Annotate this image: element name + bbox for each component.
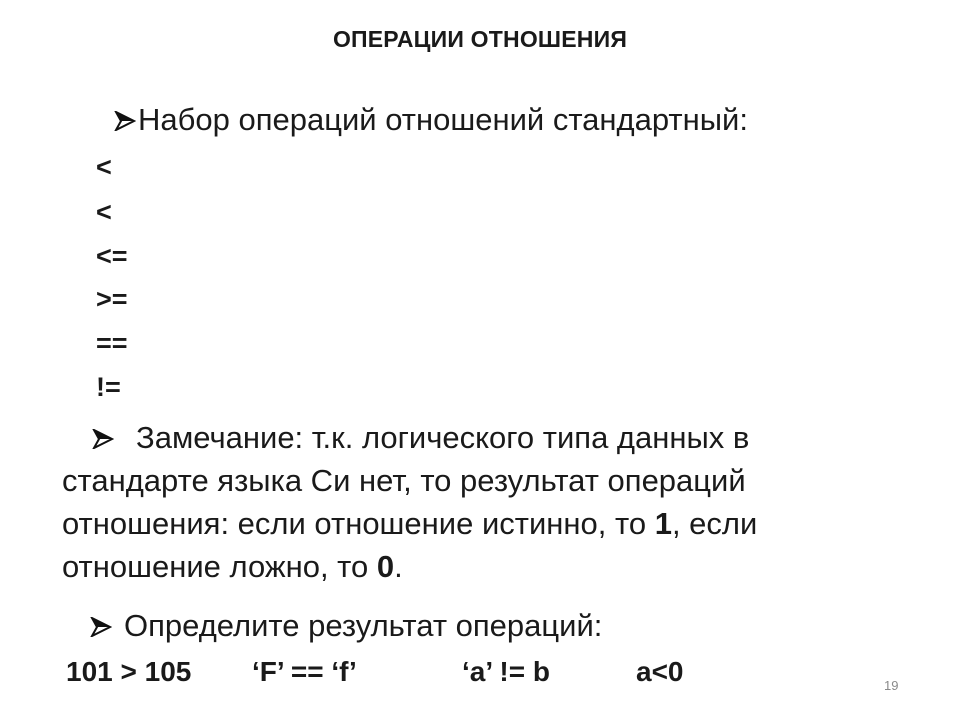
note-end: . bbox=[394, 549, 403, 584]
task-text: Определите результат операций: bbox=[124, 608, 603, 643]
page-number: 19 bbox=[884, 678, 899, 693]
arrow-bullet-icon bbox=[114, 111, 136, 131]
slide-title: ОПЕРАЦИИ ОТНОШЕНИЯ bbox=[332, 26, 628, 52]
arrow-bullet-icon bbox=[92, 429, 114, 449]
arrow-bullet-icon bbox=[90, 617, 112, 637]
intro-line bbox=[114, 100, 748, 140]
example-expression: a<0 bbox=[636, 656, 684, 687]
operator-item: >= bbox=[96, 284, 128, 314]
operator-item: != bbox=[96, 372, 121, 402]
example-expression: ‘a’ != b bbox=[462, 656, 550, 687]
note-false-value: 0 bbox=[376, 549, 395, 584]
task-line bbox=[90, 606, 602, 646]
operator-item: < bbox=[96, 197, 112, 227]
operator-item: <= bbox=[96, 241, 128, 271]
operator-item: < bbox=[96, 152, 112, 182]
note-paragraph bbox=[62, 416, 882, 588]
example-expression: ‘F’ == ‘f’ bbox=[252, 656, 357, 687]
note-true-value: 1 bbox=[654, 506, 672, 541]
example-expression: 101 > 105 bbox=[66, 656, 192, 687]
note-text: Замечание: т.к. логического типа данных в стандарте языка Си нет, то результат операций отношения: если отношение истинно, то bbox=[62, 420, 750, 541]
operator-item: == bbox=[96, 328, 128, 358]
intro-text: Набор операций отношений стандартный: bbox=[138, 102, 748, 137]
note-text-2: , если отношение ложно, то bbox=[62, 506, 758, 584]
